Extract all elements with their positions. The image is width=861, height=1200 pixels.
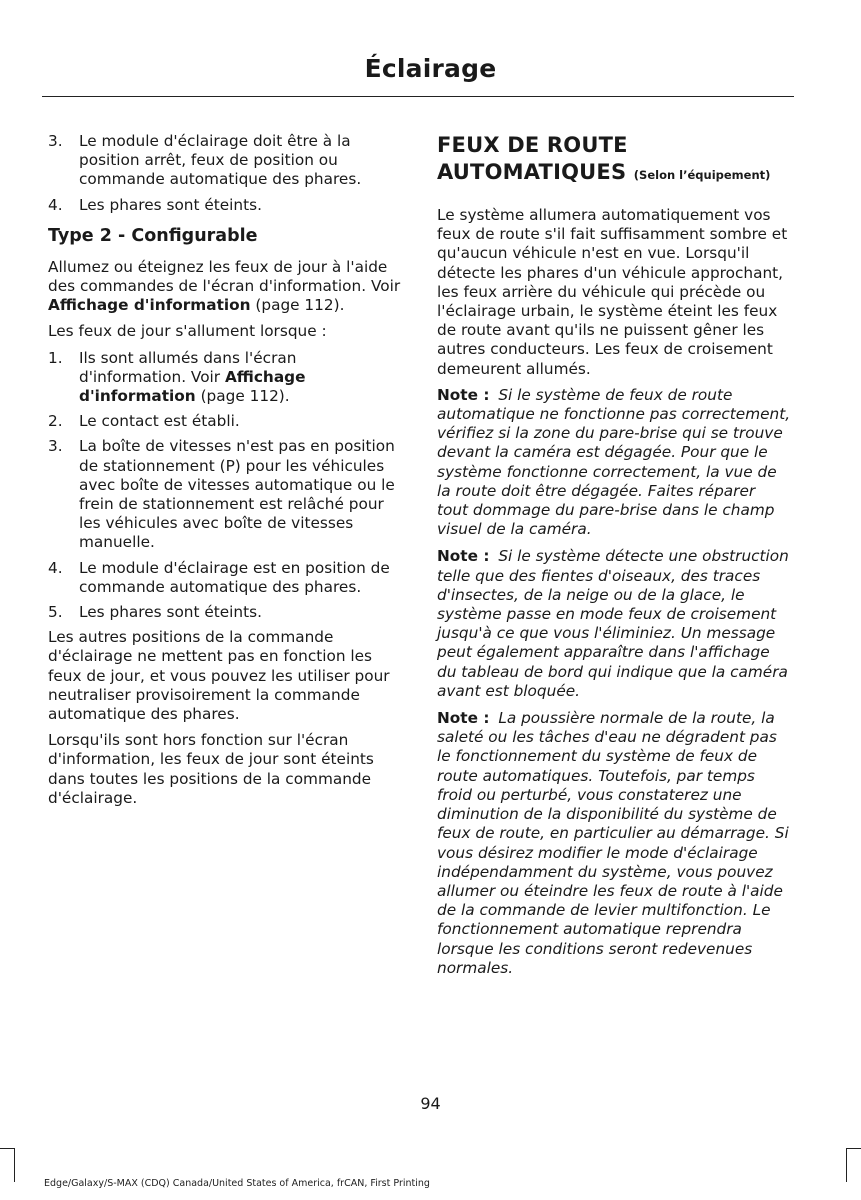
list-item-number: 5. [48, 603, 63, 622]
crop-mark-left-horizontal [0, 1148, 15, 1149]
note-text: Si le système détecte une obstruction telle que des fientes d'oiseaux, des traces d'insectes, de la neige ou de la glace, le système passe en mode feux de croisement jusqu'à ce que vous l'éliminiez. Un message peut également apparaître dans l'affichage du tableau de bord qui indique que la caméra avant est bloquée. [437, 547, 789, 700]
note-block [437, 709, 791, 978]
list-item-text: Ils sont allumés dans l'écran d'information. Voir [79, 348, 297, 386]
heading-equipment-note: (Selon l’équipement) [633, 168, 771, 182]
list-conditions-type2 [48, 349, 403, 623]
left-column [48, 132, 403, 815]
heading-text: FEUX DE ROUTE AUTOMATIQUES [437, 133, 628, 184]
section-heading-auto-high-beam [437, 132, 791, 189]
note-block [437, 386, 791, 540]
paragraph-auto-high-beam-intro: Le système allumera automatiquement vos feux de route s'il fait suffisamment sombre et qu'aucun véhicule n'est en vue. Lorsqu'il détecte les phares d'un véhicule approchant, les feux arrière du véhicule qui précède ou l'éclairage urbain, le système éteint les feux de route avant qu'ils ne puissent gêner les autres conducteurs. Les feux de croisement demeurent allumés. [437, 206, 788, 378]
header-divider [42, 96, 794, 97]
list-item [48, 603, 403, 622]
paragraph-conditions-intro: Les feux de jour s'allument lorsque : [48, 322, 327, 341]
list-item [48, 437, 403, 552]
list-item-text: Le module d'éclairage est en position de commande automatique des phares. [79, 558, 390, 596]
note-label: Note : [437, 385, 490, 404]
right-column [437, 132, 791, 986]
page-number: 94 [420, 1094, 441, 1113]
note-text: Si le système de feux de route automatique ne fonctionne pas correctement, vérifiez si la zone du pare-brise qui se trouve devant la caméra est dégagée. Pour que le système fonctionne correctement, la vue de la route doit être dégagée. Faites réparer tout dommage du pare-brise dans le champ visuel de la caméra. [437, 385, 791, 539]
list-item [48, 132, 403, 190]
note-label: Note : [437, 547, 490, 566]
section-heading-type2: Type 2 - Configurable [48, 225, 258, 246]
cross-reference-link[interactable]: Affichage d'information [48, 296, 251, 315]
list-item-number: 4. [48, 195, 63, 214]
paragraph-off-state: Lorsqu'ils sont hors fonction sur l'écran d'information, les feux de jour sont éteints dans toutes les positions de la commande d'éclairage. [48, 731, 374, 807]
crop-mark-right [846, 1148, 847, 1182]
list-item-number: 2. [48, 412, 63, 431]
list-item-text: Les phares sont éteints. [79, 195, 262, 214]
page-reference: (page 112). [250, 296, 345, 315]
list-item [48, 412, 403, 431]
crop-mark-right-horizontal [846, 1148, 861, 1149]
list-item [48, 196, 403, 215]
list-item-text: Le module d'éclairage doit être à la position arrêt, feux de position ou commande automatique des phares. [79, 132, 362, 189]
list-conditions-type1 [48, 132, 403, 215]
list-item-number: 1. [48, 348, 63, 367]
list-item [48, 349, 403, 407]
list-item-text: Le contact est établi. [79, 412, 240, 431]
list-item-text: La boîte de vitesses n'est pas en position de stationnement (P) pour les véhicules avec boîte de vitesses automatique ou le frein de stationnement est relâché pour les véhicules avec boîte de vitesses manuelle. [79, 437, 395, 552]
list-item-text: Les phares sont éteints. [79, 603, 262, 622]
page-title: Éclairage [364, 54, 497, 83]
list-item [48, 559, 403, 597]
list-item-number: 3. [48, 132, 63, 150]
crop-mark-left [14, 1148, 15, 1182]
list-item-number: 3. [48, 437, 63, 456]
paragraph-type2-intro [48, 258, 403, 316]
footer-print-info: Edge/Galaxy/S-MAX (CDQ) Canada/United States of America, frCAN, First Printing [44, 1178, 430, 1189]
note-text: La poussière normale de la route, la saleté ou les tâches d'eau ne dégradent pas le fonctionnement du système de feux de route automatiques. Toutefois, par temps froid ou perturbé, vous constaterez une diminution de la disponibilité du système de feux de route, en particulier au démarrage. Si vous désirez modifier le mode d'éclairage indépendamment du système, vous pouvez allumer ou éteindre les feux de route à l'aide de la commande de levier multifonction. Le fonctionnement automatique reprendra lorsque les conditions seront redevenues normales. [437, 709, 789, 977]
paragraph-other-positions: Les autres positions de la commande d'éclairage ne mettent pas en fonction les feux de jour, et vous pouvez les utiliser pour neutraliser provisoirement la commande automatique des phares. [48, 628, 390, 724]
list-item-number: 4. [48, 558, 63, 577]
note-block [437, 547, 791, 701]
page-reference: (page 112). [195, 387, 290, 406]
paragraph-text: Allumez ou éteignez les feux de jour à l'aide des commandes de l'écran d'information. Voir [48, 257, 401, 296]
note-label: Note : [437, 709, 490, 728]
cross-reference-link[interactable]: Affichage d'information [79, 367, 306, 406]
